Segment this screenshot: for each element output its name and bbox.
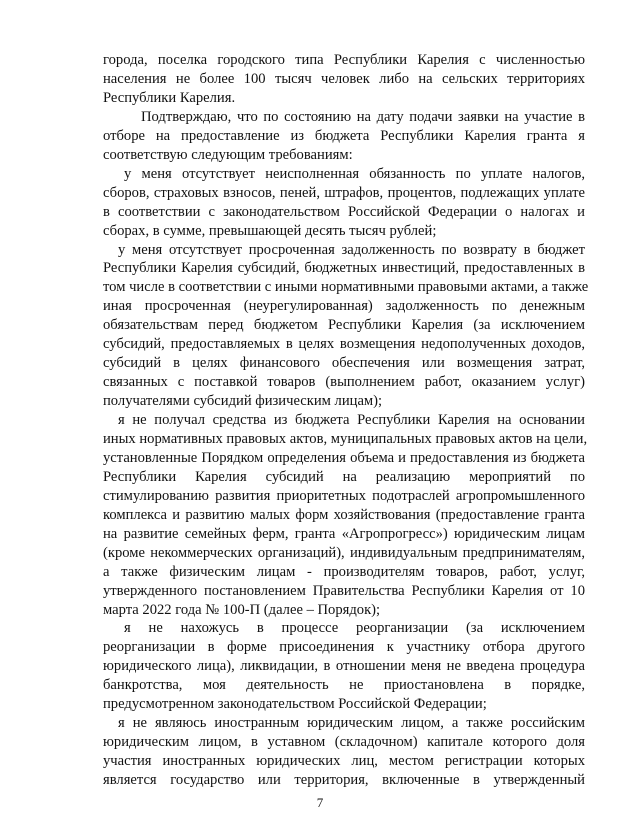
text-line: Республики Карелия. [103,89,236,106]
text-line: а также физическим лицам - производителям товаров, работ, услуг, [103,563,585,580]
text-line: участия иностранных юридических лиц, местом регистрации которых [103,753,585,770]
text-line: я не являюсь иностранным юридическим лицом, а также российским [118,715,585,732]
text-line: том числе в соответствии с иными нормативными правовыми актами, а также [103,279,589,296]
text-line: (кроме некоммерческих организаций), индивидуальным предпринимателям, [103,544,585,561]
text-line: соответствую следующим требованиям: [103,146,353,163]
text-line: я не получал средства из бюджета Республики Карелия на основании [118,412,585,428]
text-line: Подтверждаю, что по состоянию на дату подачи заявки на участие в [141,108,585,125]
text-line: предусмотренном законодательством Российской Федерации; [103,696,487,713]
text-line: марта 2022 года № 100-П (далее – Порядок); [103,601,381,618]
text-line: юридического лица), ликвидации, в отношении меня не введена процедура [103,658,585,675]
text-line: связанных с поставкой товаров (выполнением работ, оказанием услуг) [103,374,585,391]
text-line: на развитие семейных ферм, гранта «Агропрогресс») юридическим лицам [103,525,585,542]
text-line: стимулированию развития приоритетных подотраслей агропромышленного [103,487,585,504]
text-line: города, поселка городского типа Республики Карелия с численностью [103,52,585,68]
text-line: реорганизации в форме присоединения к участнику отбора другого [103,639,585,656]
text-line: у меня отсутствует просроченная задолженность по возврату в бюджет [118,241,585,258]
text-line: у меня отсутствует неисполненная обязанность по уплате налогов, [124,165,585,182]
text-line: иная просроченная (неурегулированная) задолженность по денежным [103,298,585,315]
text-line: юридическим лицом, в уставном (складочном) капитале которого доля [103,734,585,751]
text-line: Республики Карелия субсидий на реализацию мероприятий по [103,468,585,485]
text-line: получателями субсидий физическим лицам); [103,393,383,410]
text-line: я не нахожусь в процессе реорганизации (за исключением [124,620,585,637]
text-line: субсидий, предоставляемых в целях возмещения недополученных доходов, [103,336,585,353]
text-line: сборов, страховых взносов, пеней, штрафов, процентов, подлежащих уплате [103,184,585,201]
text-line: банкротства, моя деятельность не приостановлена в порядке, [103,677,585,694]
text-line: отборе на предоставление из бюджета Республики Карелия гранта я [103,127,585,144]
text-line: в соответствии с законодательством Российской Федерации о налогах и [103,203,585,220]
text-line: субсидий в целях финансового обеспечения или возмещения затрат, [103,355,585,372]
text-line: иных нормативных правовых актов, муниципальных правовых актов на цели, [103,430,588,447]
text-line: утвержденного постановлением Правительства Республики Карелия от 10 [103,582,585,599]
text-line: является государство или территория, включенные в утвержденный [103,772,585,788]
page-number: 7 [316,795,324,810]
text-line: населения не более 100 тысяч человек либо на сельских территориях [103,70,585,87]
text-line: комплекса и развитию малых форм хозяйствования (предоставление гранта [103,506,585,523]
text-line: сборах, в сумме, превышающей десять тысяч рублей; [103,222,437,239]
text-line: Республики Карелия субсидий, бюджетных инвестиций, предоставленных в [103,260,585,277]
text-line: обязательствам перед бюджетом Республики Карелия (за исключением [103,317,585,334]
text-line: установленные Порядком определения объема и предоставления из бюджета [103,449,585,466]
